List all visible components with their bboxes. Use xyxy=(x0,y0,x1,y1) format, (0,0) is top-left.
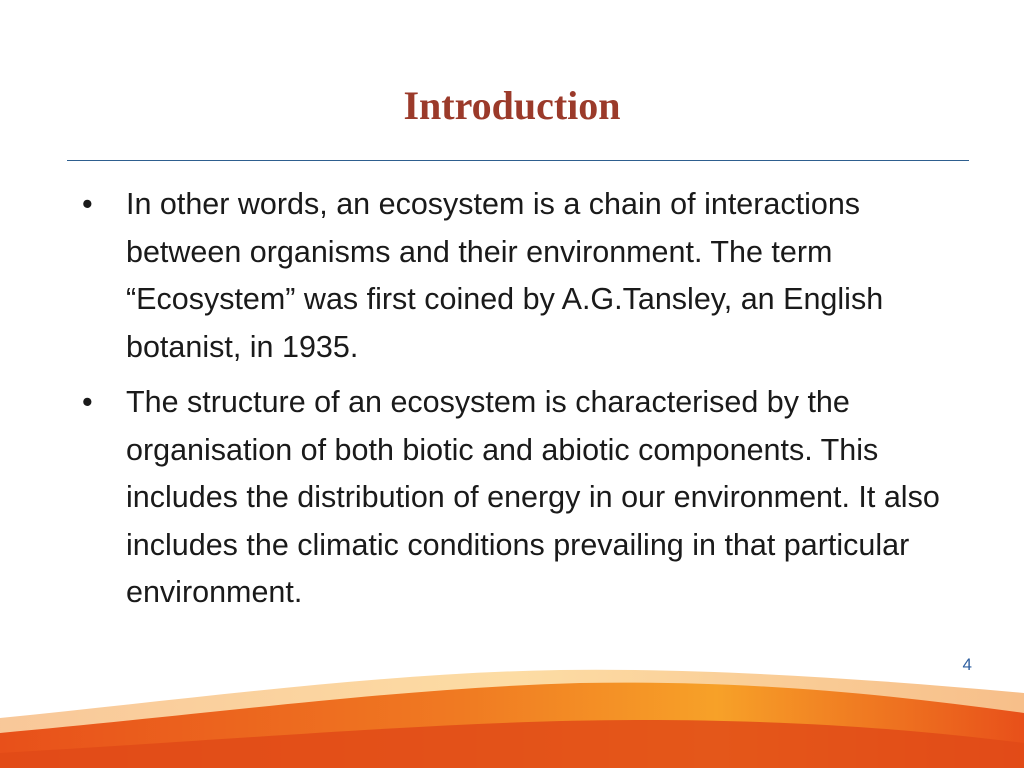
bullet-text: In other words, an ecosystem is a chain of interactions between organisms and their environment. The term “Ecosystem” was first coined by A.G.Tansley, an English botanist, in 1935. xyxy=(126,187,884,364)
slide-title: Introduction xyxy=(403,83,621,128)
bullet-item xyxy=(82,379,982,617)
bullet-list xyxy=(82,181,982,625)
title-divider xyxy=(67,160,969,161)
bullet-dot-icon: • xyxy=(82,385,93,419)
bullet-text: The structure of an ecosystem is characterised by the organisation of both biotic and abiotic components. This includes the distribution of energy in our environment. It also includes the climatic conditions prevailing in that particular environment. xyxy=(126,385,940,609)
bullet-dot-icon: • xyxy=(82,187,93,221)
decorative-swoosh xyxy=(0,658,1024,768)
page-number: 4 xyxy=(962,655,972,674)
bullet-item xyxy=(82,181,982,371)
